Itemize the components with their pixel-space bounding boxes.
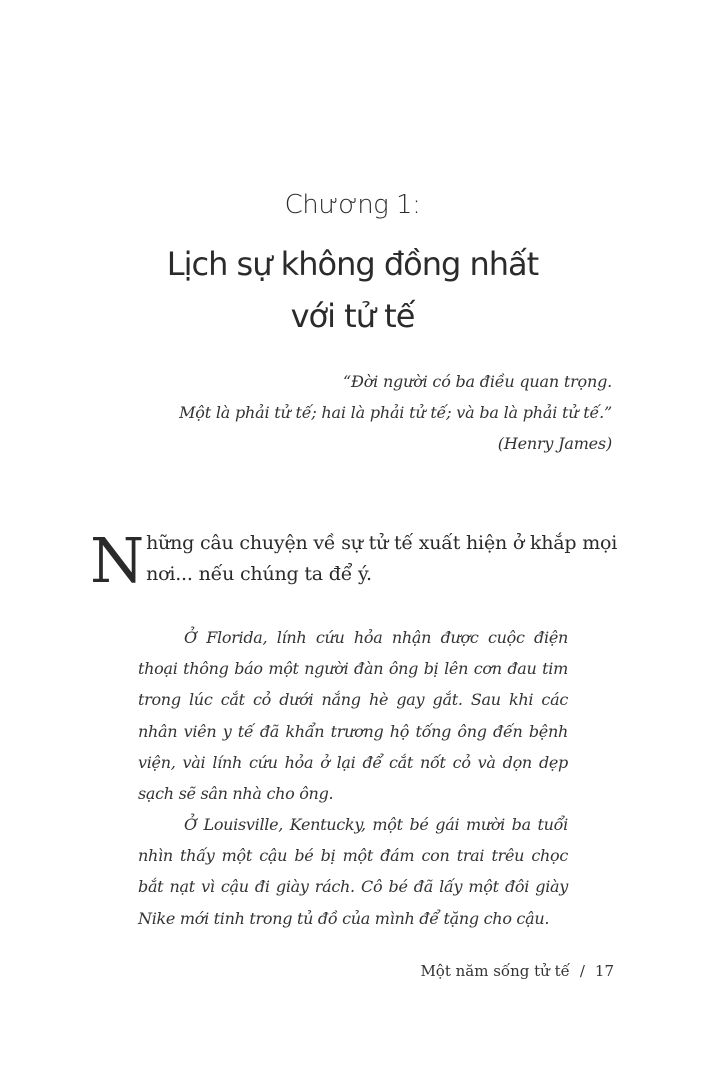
story-paragraph-2: Ở Louisville, Kentucky, một bé gái mười ba tuổi nhìn thấy một cậu bé bị một đám con trai trêu chọc bắt nạt vì cậu đi giày rách. Cô bé đã lấy một đôi giày Nike mới tinh trong tủ đồ của mình để tặng cho cậu. bbox=[138, 815, 568, 928]
lead-text: hững câu chuyện về sự tử tế xuất hiện ở khắp mọi nơi... nếu chúng ta để ý. bbox=[146, 532, 618, 585]
chapter-title-line-1: Lịch sự không đồng nhất bbox=[166, 245, 539, 283]
chapter-label: Chương 1: bbox=[284, 190, 421, 220]
footer-book-title: Một năm sống tử tế bbox=[420, 962, 570, 980]
page-number: 17 bbox=[594, 962, 614, 980]
chapter-title-line-2: với tử tế bbox=[290, 297, 415, 335]
drop-cap: N bbox=[90, 524, 145, 597]
epigraph-line-1: “Đời người có ba điều quan trọng. bbox=[343, 372, 612, 391]
chapter-title bbox=[0, 238, 705, 342]
lead-paragraph bbox=[90, 524, 620, 597]
story-paragraph-1: Ở Florida, lính cứu hỏa nhận được cuộc điện thoại thông báo một người đàn ông bị lên cơn đau tim trong lúc cắt cỏ dưới nắng hè gay gắt. Sau khi các nhân viên y tế đã khẩn trương hộ tống ông đến bệnh viện, vài lính cứu hỏa ở lại để cắt nốt cỏ và dọn dẹp sạch sẽ sân nhà cho ông. bbox=[138, 628, 568, 804]
page-footer bbox=[420, 962, 614, 980]
epigraph bbox=[179, 366, 612, 459]
epigraph-author: (Henry James) bbox=[497, 434, 612, 453]
epigraph-line-2: Một là phải tử tế; hai là phải tử tế; và ba là phải tử tế.” bbox=[179, 403, 612, 422]
footer-separator: / bbox=[579, 962, 585, 980]
